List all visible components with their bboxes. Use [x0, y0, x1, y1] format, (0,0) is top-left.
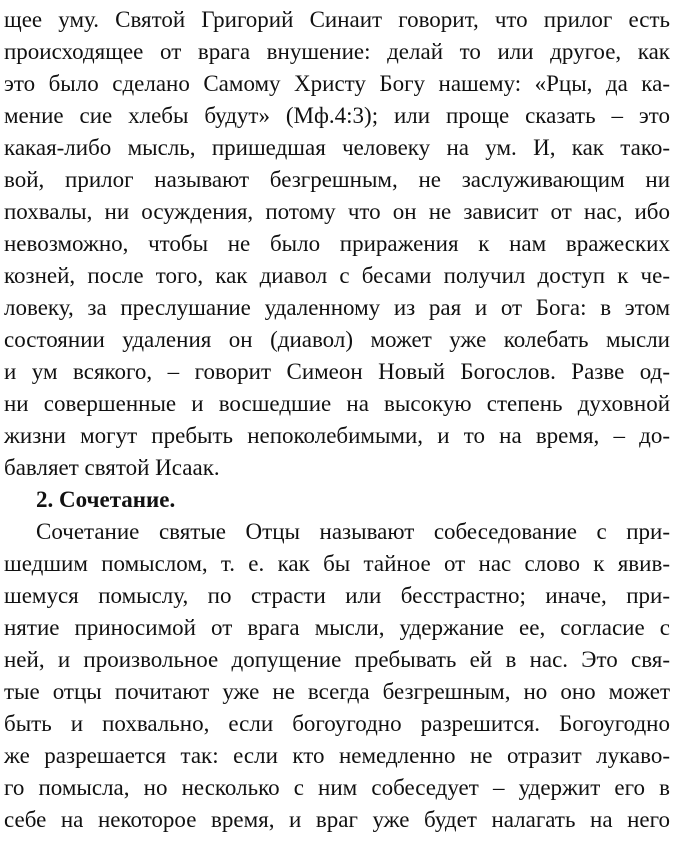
text-line: жизни могут пребыть непоколебимыми, и то на время, – до-	[4, 423, 670, 448]
paragraph-sochetanie	[4, 516, 670, 836]
text-line: состоянии удаления он (диавол) может уже колебать мысли	[4, 327, 670, 352]
document-page	[4, 4, 670, 836]
text-line: го помысла, но несколько с ним собеседует – удержит его в	[4, 775, 670, 800]
text-line: происходящее от врага внушение: делай то или другое, как	[4, 39, 670, 64]
text-line: Сочетание святые Отцы называют собеседование с при-	[36, 519, 670, 544]
text-line: похвалы, ни осуждения, потому что он не зависит от нас, ибо	[4, 199, 670, 224]
text-line: быть и похвально, если богоугодно разрешится. Богоугодно	[4, 711, 670, 736]
text-line: невозможно, чтобы не было приражения к нам вражеских	[4, 231, 670, 256]
text-line: себе на некоторое время, и враг уже будет налагать на него	[4, 807, 670, 832]
text-line: нятие приносимой от врага мысли, удержание ее, согласие с	[4, 615, 670, 640]
text-line: козней, после того, как диавол с бесами получил доступ к че-	[4, 263, 670, 288]
text-line: мение сие хлебы будут» (Мф.4:3); или проще сказать – это	[4, 103, 670, 128]
text-line: и ум всякого, – говорит Симеон Новый Богослов. Разве од-	[4, 359, 670, 384]
text-line: тые отцы почитают уже не всегда безгрешным, но оно может	[4, 679, 670, 704]
text-line: бавляет святой Исаак.	[4, 455, 220, 480]
paragraph-prilog	[4, 4, 670, 484]
text-line: щее уму. Святой Григорий Синаит говорит, что прилог есть	[4, 7, 670, 32]
text-line: шедшим помыслом, т. е. как бы тайное от нас слово к явив-	[4, 551, 670, 576]
text-line: ни совершенные и восшедшие на высокую степень духовной	[4, 391, 670, 416]
text-line: это было сделано Самому Христу Богу нашему: «Рцы, да ка-	[4, 71, 670, 96]
text-line: шемуся помыслу, по страсти или бесстрастно; иначе, при-	[4, 583, 670, 608]
text-line: ней, и произвольное допущение пребывать ей в нас. Это свя-	[4, 647, 670, 672]
text-line: же разрешается так: если кто немедленно не отразит лукаво-	[4, 743, 670, 768]
text-line: вой, прилог называют безгрешным, не заслуживающим ни	[4, 167, 670, 192]
section-heading: 2. Сочетание.	[36, 487, 176, 512]
text-line: какая-либо мысль, пришедшая человеку на ум. И, как тако-	[4, 135, 670, 160]
text-line: ловеку, за преслушание удаленному из рая и от Бога: в этом	[4, 295, 670, 320]
